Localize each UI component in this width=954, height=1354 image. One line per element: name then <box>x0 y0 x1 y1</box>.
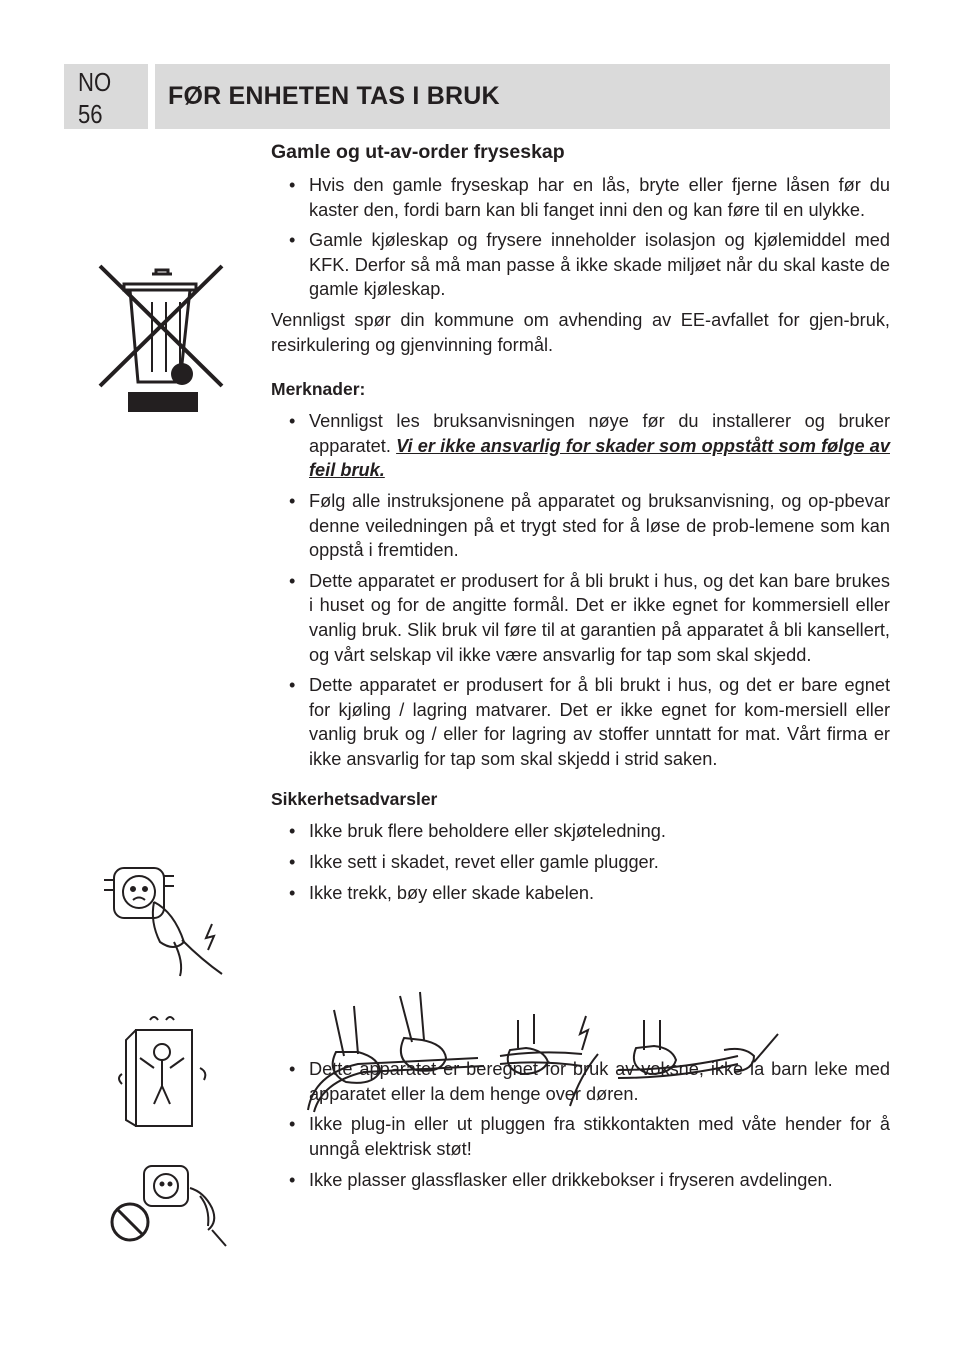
list-item: • Følg alle instruksjonene på apparatet og bruksanvisning, og op-pbevar denne veiledningen på et trygt sted for å løse de prob-lemene som kan oppstå i fremtiden. <box>271 489 890 563</box>
list-item: • Hvis den gamle fryseskap har en lås, bryte eller fjerne låsen før du kaster den, fordi barn kan bli fanget inni den og kan føre til en ulykke. <box>271 173 890 222</box>
section-heading-safety: Sikkerhetsadvarsler <box>271 789 438 810</box>
child-hanging-on-door-icon <box>114 1012 214 1132</box>
list-item: • Ikke trekk, bøy eller skade kabelen. <box>271 881 890 906</box>
list-item: • Gamle kjøleskap og frysere inneholder isolasjon og kjølemiddel med KFK. Derfor så må man passe å ikke skade miljøet når du skal kaste de gamle kjøleskap. <box>271 228 890 302</box>
notes-list <box>271 409 890 771</box>
section-heading-old-freezer: Gamle og ut-av-order fryseskap <box>271 141 565 163</box>
list-item: • Ikke plasser glassflasker eller drikkebokser i fryseren avdelingen. <box>271 1168 890 1193</box>
liability-disclaimer: Vi er ikke ansvarlig for skader som oppstått som følge av feil bruk. <box>309 435 890 481</box>
list-item: • Dette apparatet er produsert for å bli brukt i hus, og det kan bare brukes i huset og for de angitte formål. Det er ikke egnet for kommersiell eller vanlig bruk. Slik bruk vil føre til at garantien på apparatet å bli kansellert, og vårt selskap vil ikke være ansvarlig for tap som skal skjedd. <box>271 569 890 667</box>
overloaded-socket-icon <box>102 862 232 980</box>
list-item-text: Vennligst les bruksanvisningen nøye før du installerer og bruker apparatet. <box>309 411 890 456</box>
old-freezer-list <box>271 173 890 302</box>
list-item: • Ikke bruk flere beholdere eller skjøteledning. <box>271 819 890 844</box>
safety-list-top <box>271 819 890 905</box>
content-column <box>271 139 890 1198</box>
list-item: • Dette apparatet er beregnet for bruk av voksne, ikke la barn leke med apparatet eller la dem henge over døren. <box>271 1057 890 1106</box>
page-number: 56 <box>78 99 103 129</box>
section-heading-notes: Merknader: <box>271 379 366 400</box>
disposal-paragraph: Vennligst spør din kommune om avhending av EE-avfallet for gjen-bruk, resirkulering og gjenvinning formål. <box>271 309 890 355</box>
safety-list-bottom <box>271 1057 890 1192</box>
illustration-spacer <box>271 911 890 1057</box>
list-item: • Ikke plug-in eller ut pluggen fra stikkontakten med våte hender for å unngå elektrisk støt! <box>271 1112 890 1161</box>
no-wet-hands-icon <box>108 1160 234 1250</box>
list-item: • Ikke sett i skadet, revet eller gamle plugger. <box>271 850 890 875</box>
page-marker <box>64 64 148 129</box>
crossed-out-wheelie-bin-icon <box>96 262 226 414</box>
page-title: FØR ENHETEN TAS I BRUK <box>168 82 500 110</box>
header-bar <box>155 64 890 129</box>
language-code: NO <box>78 67 112 97</box>
list-item <box>271 409 890 483</box>
list-item: • Dette apparatet er produsert for å bli brukt i hus, og det er bare egnet for kjøling / lagring matvarer. Det er ikke egnet for kom-mersiell eller vanlig bruk og / eller for lagring av stoffer unntatt for mat. Vårt firma er ikke ansvarlig for tap som skal skjedd i strid saken. <box>271 673 890 771</box>
